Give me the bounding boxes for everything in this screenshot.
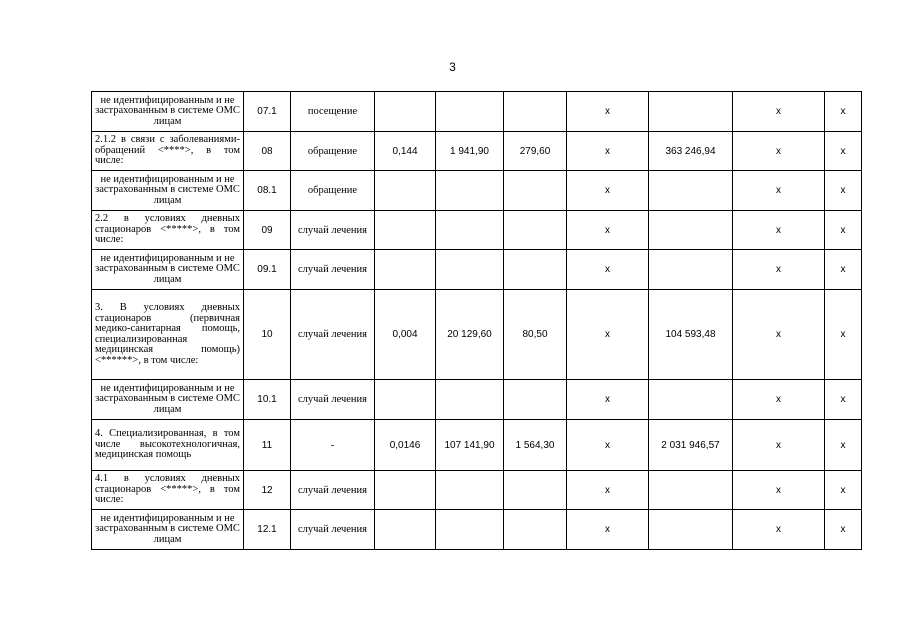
per-capita-cell bbox=[504, 92, 567, 132]
volume-cell: 0,144 bbox=[375, 132, 436, 171]
per-capita-cell bbox=[504, 380, 567, 420]
cost-cell: 107 141,90 bbox=[436, 420, 504, 471]
budget-total-cell: х bbox=[733, 92, 825, 132]
cost-cell: 20 129,60 bbox=[436, 290, 504, 380]
budget-total-cell: х bbox=[733, 171, 825, 211]
cost-cell bbox=[436, 211, 504, 250]
row-code-cell: 08.1 bbox=[244, 171, 291, 211]
budget-per-capita-cell: х bbox=[567, 471, 649, 510]
budget-per-capita-cell: х bbox=[567, 420, 649, 471]
unit-cell: случай лечения bbox=[291, 510, 375, 550]
per-capita-cell bbox=[504, 510, 567, 550]
table-row bbox=[92, 290, 862, 380]
budget-per-capita-cell: х bbox=[567, 380, 649, 420]
per-capita-cell: 80,50 bbox=[504, 290, 567, 380]
oms-total-cell bbox=[649, 211, 733, 250]
unit-cell: случай лечения bbox=[291, 380, 375, 420]
row-name-cell: не идентифицированным и не застрахованным в системе ОМС лицам bbox=[92, 92, 244, 132]
volume-cell: 0,004 bbox=[375, 290, 436, 380]
percent-cell: х bbox=[825, 250, 862, 290]
volume-cell bbox=[375, 211, 436, 250]
cost-cell bbox=[436, 510, 504, 550]
unit-cell: случай лечения bbox=[291, 211, 375, 250]
row-name-cell: не идентифицированным и не застрахованным в системе ОМС лицам bbox=[92, 380, 244, 420]
row-code-cell: 10 bbox=[244, 290, 291, 380]
budget-per-capita-cell: х bbox=[567, 250, 649, 290]
table-row bbox=[92, 92, 862, 132]
cost-cell bbox=[436, 250, 504, 290]
percent-cell: х bbox=[825, 92, 862, 132]
percent-cell: х bbox=[825, 132, 862, 171]
cost-cell bbox=[436, 471, 504, 510]
percent-cell: х bbox=[825, 380, 862, 420]
budget-per-capita-cell: х bbox=[567, 510, 649, 550]
budget-total-cell: х bbox=[733, 380, 825, 420]
percent-cell: х bbox=[825, 510, 862, 550]
oms-total-cell bbox=[649, 510, 733, 550]
volume-cell bbox=[375, 171, 436, 211]
page-number: 3 bbox=[449, 60, 456, 74]
row-name-cell: 3. В условиях дневных стационаров (первичная медико-санитарная помощь, специализированная медицинская помощь) <******>, в том числе: bbox=[92, 290, 244, 380]
budget-per-capita-cell: х bbox=[567, 290, 649, 380]
row-code-cell: 12.1 bbox=[244, 510, 291, 550]
oms-total-cell bbox=[649, 380, 733, 420]
unit-cell: случай лечения bbox=[291, 471, 375, 510]
table-row bbox=[92, 171, 862, 211]
row-code-cell: 08 bbox=[244, 132, 291, 171]
cost-cell bbox=[436, 171, 504, 211]
volume-cell bbox=[375, 471, 436, 510]
budget-total-cell: х bbox=[733, 250, 825, 290]
unit-cell: обращение bbox=[291, 171, 375, 211]
row-name-cell: 2.1.2 в связи с заболеваниями-обращений <****>, в том числе: bbox=[92, 132, 244, 171]
cost-cell: 1 941,90 bbox=[436, 132, 504, 171]
percent-cell: х bbox=[825, 420, 862, 471]
budget-per-capita-cell: х bbox=[567, 132, 649, 171]
oms-total-cell: 104 593,48 bbox=[649, 290, 733, 380]
table-row bbox=[92, 420, 862, 471]
row-name-cell: не идентифицированным и не застрахованным в системе ОМС лицам bbox=[92, 510, 244, 550]
per-capita-cell: 279,60 bbox=[504, 132, 567, 171]
budget-total-cell: х bbox=[733, 290, 825, 380]
row-code-cell: 07.1 bbox=[244, 92, 291, 132]
per-capita-cell bbox=[504, 471, 567, 510]
per-capita-cell: 1 564,30 bbox=[504, 420, 567, 471]
row-name-cell: 4.1 в условиях дневных стационаров <*****>, в том числе: bbox=[92, 471, 244, 510]
percent-cell: х bbox=[825, 471, 862, 510]
per-capita-cell bbox=[504, 171, 567, 211]
oms-total-cell bbox=[649, 250, 733, 290]
table-row bbox=[92, 250, 862, 290]
oms-total-cell bbox=[649, 92, 733, 132]
data-table bbox=[91, 91, 862, 550]
table-row bbox=[92, 471, 862, 510]
budget-total-cell: х bbox=[733, 471, 825, 510]
percent-cell: х bbox=[825, 290, 862, 380]
volume-cell bbox=[375, 510, 436, 550]
unit-cell: случай лечения bbox=[291, 250, 375, 290]
unit-cell: обращение bbox=[291, 132, 375, 171]
row-name-cell: не идентифицированным и не застрахованным в системе ОМС лицам bbox=[92, 250, 244, 290]
budget-per-capita-cell: х bbox=[567, 171, 649, 211]
oms-total-cell bbox=[649, 171, 733, 211]
unit-cell: посещение bbox=[291, 92, 375, 132]
cost-cell bbox=[436, 92, 504, 132]
row-code-cell: 09.1 bbox=[244, 250, 291, 290]
row-code-cell: 10.1 bbox=[244, 380, 291, 420]
row-name-cell: 4. Специализированная, в том числе высокотехнологичная, медицинская помощь bbox=[92, 420, 244, 471]
budget-per-capita-cell: х bbox=[567, 211, 649, 250]
volume-cell bbox=[375, 92, 436, 132]
row-code-cell: 12 bbox=[244, 471, 291, 510]
table-row bbox=[92, 211, 862, 250]
row-code-cell: 09 bbox=[244, 211, 291, 250]
per-capita-cell bbox=[504, 250, 567, 290]
cost-cell bbox=[436, 380, 504, 420]
row-code-cell: 11 bbox=[244, 420, 291, 471]
table-body bbox=[92, 92, 862, 550]
budget-per-capita-cell: х bbox=[567, 92, 649, 132]
per-capita-cell bbox=[504, 211, 567, 250]
table-row bbox=[92, 132, 862, 171]
percent-cell: х bbox=[825, 211, 862, 250]
oms-total-cell: 363 246,94 bbox=[649, 132, 733, 171]
unit-cell: случай лечения bbox=[291, 290, 375, 380]
row-name-cell: 2.2 в условиях дневных стационаров <*****>, в том числе: bbox=[92, 211, 244, 250]
volume-cell bbox=[375, 380, 436, 420]
percent-cell: х bbox=[825, 171, 862, 211]
volume-cell bbox=[375, 250, 436, 290]
oms-total-cell: 2 031 946,57 bbox=[649, 420, 733, 471]
budget-total-cell: х bbox=[733, 510, 825, 550]
unit-cell: - bbox=[291, 420, 375, 471]
table-row bbox=[92, 510, 862, 550]
budget-total-cell: х bbox=[733, 132, 825, 171]
budget-total-cell: х bbox=[733, 211, 825, 250]
volume-cell: 0,0146 bbox=[375, 420, 436, 471]
table-row bbox=[92, 380, 862, 420]
row-name-cell: не идентифицированным и не застрахованным в системе ОМС лицам bbox=[92, 171, 244, 211]
budget-total-cell: х bbox=[733, 420, 825, 471]
oms-total-cell bbox=[649, 471, 733, 510]
